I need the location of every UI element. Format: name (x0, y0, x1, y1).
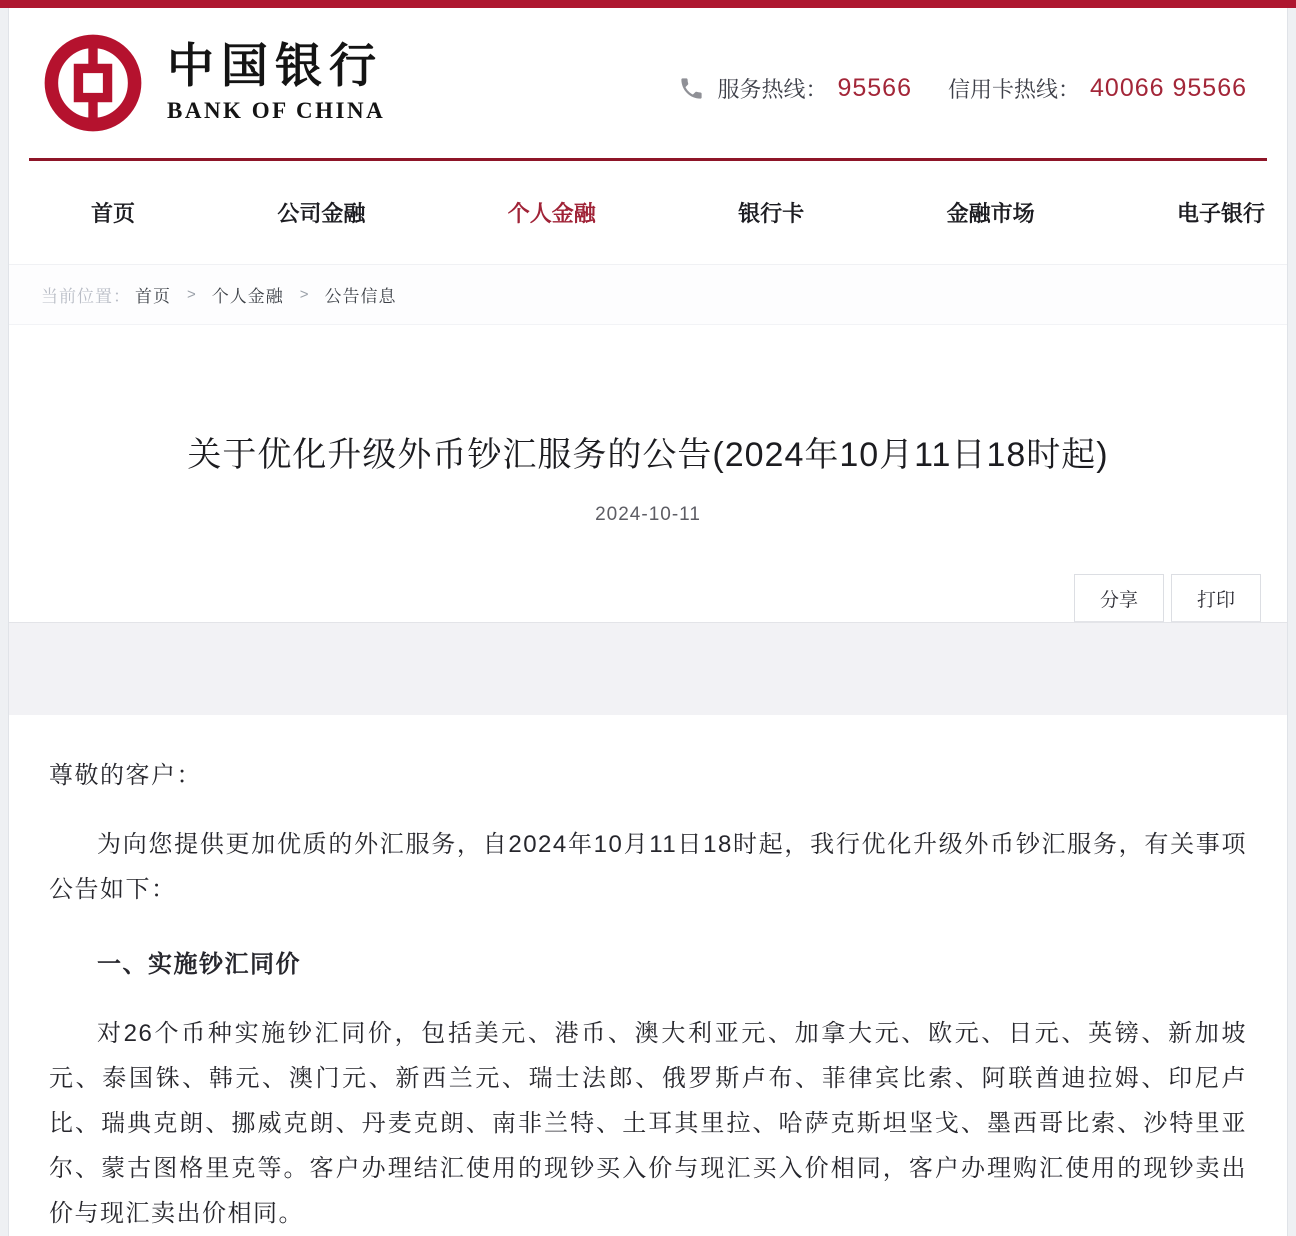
nav-item-financial-markets[interactable]: 金融市场 (946, 201, 1035, 226)
breadcrumb (9, 265, 1287, 325)
phone-icon (678, 75, 705, 102)
service-hotline-number: 95566 (837, 73, 912, 102)
article-date: 2024-10-11 (595, 504, 701, 525)
nav-item-e-banking[interactable]: 电子银行 (1176, 201, 1265, 226)
hotline-info (678, 73, 1247, 104)
section1-paragraph: 对26个币种实施钞汇同价，包括美元、港币、澳大利亚元、加拿大元、欧元、日元、英镑、新加坡元、泰国铢、韩元、澳门元、新西兰元、瑞士法郎、俄罗斯卢布、菲律宾比索、阿联酋迪拉姆、印尼卢比、瑞典克朗、挪威克朗、丹麦克朗、南非兰特、土耳其里拉、哈萨克斯坦坚戈、墨西哥比索、沙特里亚尔、蒙古图格里克等。客户办理结汇使用的现钞买入价与现汇买入价相同，客户办理购汇使用的现钞卖出价与现汇卖出价相同。 (49, 1020, 1247, 1227)
page-title: 关于优化升级外币钞汇服务的公告(2024年10月11日18时起) (187, 436, 1109, 474)
nav-item-home[interactable]: 首页 (91, 201, 136, 226)
top-red-bar (0, 0, 1296, 8)
main-nav (9, 161, 1287, 265)
article-body (9, 715, 1287, 1236)
breadcrumb-separator: > (299, 286, 309, 303)
credit-hotline-label: 信用卡热线： (948, 76, 1081, 102)
breadcrumb-item-home[interactable]: 首页 (135, 287, 171, 306)
content-card (8, 8, 1288, 1236)
logo-english-name: BANK OF CHINA (167, 97, 386, 123)
nav-item-personal-banking[interactable]: 个人金融 (507, 201, 596, 226)
breadcrumb-label: 当前位置： (41, 287, 131, 306)
article-toolbar (9, 574, 1287, 623)
salutation-text: 尊敬的客户： (49, 762, 202, 789)
share-button[interactable]: 分享 (1074, 574, 1164, 622)
breadcrumb-item-personal-banking[interactable]: 个人金融 (211, 287, 284, 306)
breadcrumb-separator: > (187, 286, 196, 303)
print-button[interactable]: 打印 (1171, 574, 1261, 622)
nav-item-bank-cards[interactable]: 银行卡 (738, 201, 805, 226)
section-separator-band (9, 623, 1287, 715)
logo-text (167, 42, 385, 124)
credit-hotline-number: 40066 95566 (1090, 73, 1247, 102)
section1-heading: 一、实施钞汇同价 (97, 951, 301, 978)
site-header (9, 8, 1287, 158)
nav-item-corporate-banking[interactable]: 公司金融 (277, 201, 366, 226)
bank-logo[interactable] (41, 31, 385, 135)
bank-of-china-emblem-icon (41, 31, 145, 135)
intro-paragraph: 为向您提供更加优质的外汇服务，自2024年10月11日18时起，我行优化升级外币钞汇服务，有关事项公告如下： (49, 831, 1247, 903)
breadcrumb-item-announcements[interactable]: 公告信息 (324, 287, 397, 306)
service-hotline-label: 服务热线： (717, 76, 828, 102)
logo-chinese-name: 中国银行 (167, 41, 383, 94)
article-title-section (9, 325, 1287, 623)
